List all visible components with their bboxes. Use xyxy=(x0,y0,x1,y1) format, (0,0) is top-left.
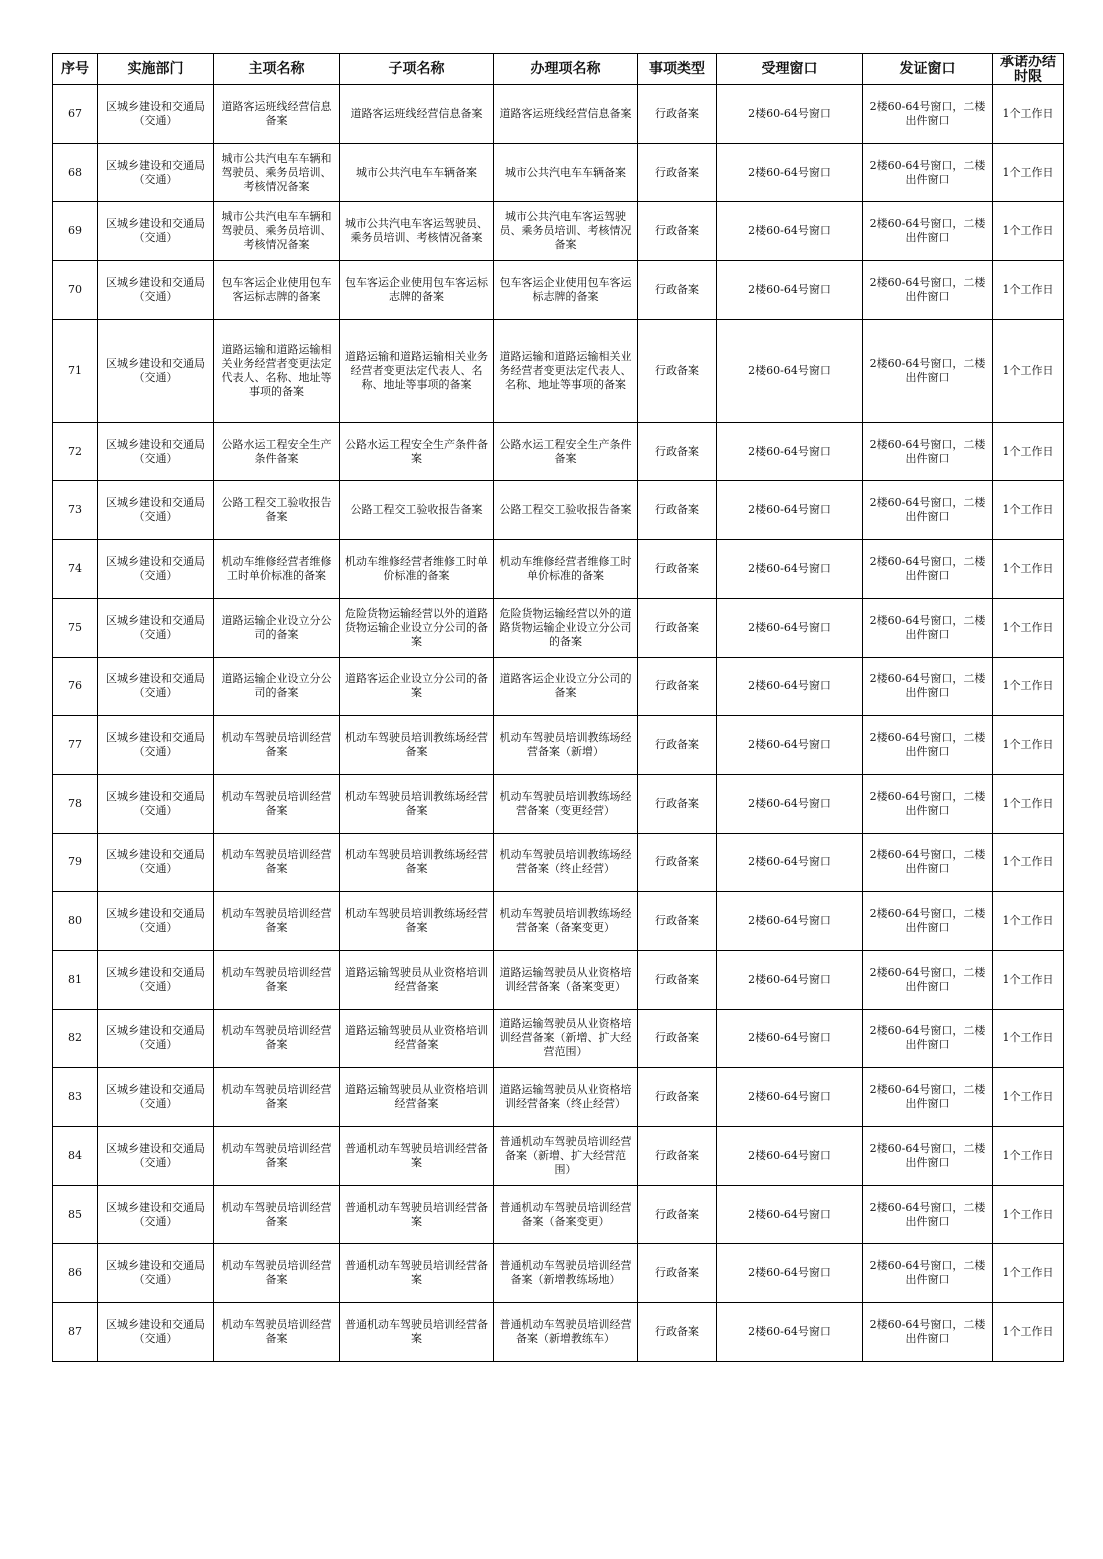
cell-time-limit: 1个工作日 xyxy=(993,657,1064,716)
cell-time-limit: 1个工作日 xyxy=(993,716,1064,775)
cell-accept-window: 2楼60-64号窗口 xyxy=(717,1303,863,1362)
cell-dept: 区城乡建设和交通局（交通） xyxy=(98,481,214,540)
cell-dept: 区城乡建设和交通局（交通） xyxy=(98,598,214,657)
cell-no: 82 xyxy=(53,1009,98,1068)
cell-issue-window: 2楼60-64号窗口，二楼出件窗口 xyxy=(863,422,993,481)
cell-no: 83 xyxy=(53,1068,98,1127)
cell-handling-item: 危险货物运输经营以外的道路货物运输企业设立分公司的备案 xyxy=(494,598,638,657)
cell-item-type: 行政备案 xyxy=(638,319,717,422)
cell-accept-window: 2楼60-64号窗口 xyxy=(717,481,863,540)
cell-time-limit: 1个工作日 xyxy=(993,261,1064,320)
cell-time-limit: 1个工作日 xyxy=(993,892,1064,951)
table-row xyxy=(53,422,1064,481)
cell-no: 81 xyxy=(53,950,98,1009)
cell-no: 79 xyxy=(53,833,98,892)
cell-dept: 区城乡建设和交通局（交通） xyxy=(98,319,214,422)
cell-sub-item: 普通机动车驾驶员培训经营备案 xyxy=(340,1185,494,1244)
table-row xyxy=(53,319,1064,422)
cell-issue-window: 2楼60-64号窗口，二楼出件窗口 xyxy=(863,774,993,833)
cell-time-limit: 1个工作日 xyxy=(993,540,1064,599)
cell-time-limit: 1个工作日 xyxy=(993,1068,1064,1127)
table-row xyxy=(53,774,1064,833)
cell-item-type: 行政备案 xyxy=(638,950,717,1009)
header-item-type: 事项类型 xyxy=(638,54,717,85)
cell-time-limit: 1个工作日 xyxy=(993,1185,1064,1244)
cell-dept: 区城乡建设和交通局（交通） xyxy=(98,892,214,951)
cell-main-item: 机动车驾驶员培训经营备案 xyxy=(214,1127,340,1186)
cell-dept: 区城乡建设和交通局（交通） xyxy=(98,422,214,481)
cell-dept: 区城乡建设和交通局（交通） xyxy=(98,143,214,202)
cell-handling-item: 普通机动车驾驶员培训经营备案（新增教练车） xyxy=(494,1303,638,1362)
cell-time-limit: 1个工作日 xyxy=(993,143,1064,202)
cell-no: 77 xyxy=(53,716,98,775)
cell-time-limit: 1个工作日 xyxy=(993,774,1064,833)
cell-dept: 区城乡建设和交通局（交通） xyxy=(98,85,214,144)
table-row xyxy=(53,1244,1064,1303)
cell-issue-window: 2楼60-64号窗口，二楼出件窗口 xyxy=(863,892,993,951)
cell-issue-window: 2楼60-64号窗口，二楼出件窗口 xyxy=(863,833,993,892)
cell-main-item: 道路运输企业设立分公司的备案 xyxy=(214,657,340,716)
table-row xyxy=(53,1068,1064,1127)
cell-dept: 区城乡建设和交通局（交通） xyxy=(98,774,214,833)
cell-sub-item: 道路客运企业设立分公司的备案 xyxy=(340,657,494,716)
cell-item-type: 行政备案 xyxy=(638,540,717,599)
cell-item-type: 行政备案 xyxy=(638,1244,717,1303)
cell-dept: 区城乡建设和交通局（交通） xyxy=(98,261,214,320)
cell-item-type: 行政备案 xyxy=(638,1127,717,1186)
cell-handling-item: 机动车驾驶员培训教练场经营备案（终止经营） xyxy=(494,833,638,892)
cell-handling-item: 机动车驾驶员培训教练场经营备案（变更经营） xyxy=(494,774,638,833)
cell-accept-window: 2楼60-64号窗口 xyxy=(717,598,863,657)
cell-accept-window: 2楼60-64号窗口 xyxy=(717,833,863,892)
cell-accept-window: 2楼60-64号窗口 xyxy=(717,319,863,422)
cell-sub-item: 普通机动车驾驶员培训经营备案 xyxy=(340,1244,494,1303)
cell-item-type: 行政备案 xyxy=(638,657,717,716)
cell-issue-window: 2楼60-64号窗口，二楼出件窗口 xyxy=(863,1009,993,1068)
cell-main-item: 机动车驾驶员培训经营备案 xyxy=(214,1303,340,1362)
cell-issue-window: 2楼60-64号窗口，二楼出件窗口 xyxy=(863,1068,993,1127)
cell-main-item: 城市公共汽电车车辆和驾驶员、乘务员培训、考核情况备案 xyxy=(214,202,340,261)
cell-accept-window: 2楼60-64号窗口 xyxy=(717,422,863,481)
cell-issue-window: 2楼60-64号窗口，二楼出件窗口 xyxy=(863,716,993,775)
cell-main-item: 城市公共汽电车车辆和驾驶员、乘务员培训、考核情况备案 xyxy=(214,143,340,202)
cell-handling-item: 机动车驾驶员培训教练场经营备案（新增） xyxy=(494,716,638,775)
cell-no: 67 xyxy=(53,85,98,144)
cell-dept: 区城乡建设和交通局（交通） xyxy=(98,1244,214,1303)
cell-no: 78 xyxy=(53,774,98,833)
cell-accept-window: 2楼60-64号窗口 xyxy=(717,202,863,261)
cell-item-type: 行政备案 xyxy=(638,202,717,261)
cell-issue-window: 2楼60-64号窗口，二楼出件窗口 xyxy=(863,1185,993,1244)
cell-handling-item: 城市公共汽电车车辆备案 xyxy=(494,143,638,202)
cell-dept: 区城乡建设和交通局（交通） xyxy=(98,1185,214,1244)
cell-no: 72 xyxy=(53,422,98,481)
cell-main-item: 机动车驾驶员培训经营备案 xyxy=(214,1185,340,1244)
cell-issue-window: 2楼60-64号窗口，二楼出件窗口 xyxy=(863,598,993,657)
cell-sub-item: 道路运输驾驶员从业资格培训经营备案 xyxy=(340,1009,494,1068)
cell-sub-item: 机动车维修经营者维修工时单价标准的备案 xyxy=(340,540,494,599)
cell-sub-item: 机动车驾驶员培训教练场经营备案 xyxy=(340,716,494,775)
cell-time-limit: 1个工作日 xyxy=(993,1127,1064,1186)
cell-sub-item: 机动车驾驶员培训教练场经营备案 xyxy=(340,892,494,951)
cell-sub-item: 城市公共汽电车车辆备案 xyxy=(340,143,494,202)
table-row xyxy=(53,261,1064,320)
table-row xyxy=(53,481,1064,540)
cell-main-item: 机动车驾驶员培训经营备案 xyxy=(214,716,340,775)
header-sub-item: 子项名称 xyxy=(340,54,494,85)
cell-issue-window: 2楼60-64号窗口，二楼出件窗口 xyxy=(863,319,993,422)
cell-main-item: 机动车驾驶员培训经营备案 xyxy=(214,892,340,951)
cell-handling-item: 道路客运班线经营信息备案 xyxy=(494,85,638,144)
table-row xyxy=(53,657,1064,716)
cell-sub-item: 道路运输驾驶员从业资格培训经营备案 xyxy=(340,950,494,1009)
cell-issue-window: 2楼60-64号窗口，二楼出件窗口 xyxy=(863,1127,993,1186)
cell-issue-window: 2楼60-64号窗口，二楼出件窗口 xyxy=(863,202,993,261)
cell-dept: 区城乡建设和交通局（交通） xyxy=(98,1068,214,1127)
cell-accept-window: 2楼60-64号窗口 xyxy=(717,261,863,320)
cell-sub-item: 公路水运工程安全生产条件备案 xyxy=(340,422,494,481)
cell-no: 87 xyxy=(53,1303,98,1362)
table-header-row xyxy=(53,54,1064,85)
cell-dept: 区城乡建设和交通局（交通） xyxy=(98,1303,214,1362)
cell-accept-window: 2楼60-64号窗口 xyxy=(717,950,863,1009)
cell-main-item: 包车客运企业使用包车客运标志牌的备案 xyxy=(214,261,340,320)
cell-handling-item: 普通机动车驾驶员培训经营备案（备案变更） xyxy=(494,1185,638,1244)
table-row xyxy=(53,892,1064,951)
cell-issue-window: 2楼60-64号窗口，二楼出件窗口 xyxy=(863,540,993,599)
cell-handling-item: 道路客运企业设立分公司的备案 xyxy=(494,657,638,716)
cell-dept: 区城乡建设和交通局（交通） xyxy=(98,716,214,775)
cell-sub-item: 普通机动车驾驶员培训经营备案 xyxy=(340,1303,494,1362)
table-row xyxy=(53,1185,1064,1244)
cell-sub-item: 城市公共汽电车客运驾驶员、乘务员培训、考核情况备案 xyxy=(340,202,494,261)
cell-handling-item: 公路工程交工验收报告备案 xyxy=(494,481,638,540)
cell-item-type: 行政备案 xyxy=(638,143,717,202)
cell-handling-item: 道路运输驾驶员从业资格培训经营备案（终止经营） xyxy=(494,1068,638,1127)
table-row xyxy=(53,202,1064,261)
table-row xyxy=(53,1303,1064,1362)
cell-dept: 区城乡建设和交通局（交通） xyxy=(98,1127,214,1186)
cell-issue-window: 2楼60-64号窗口，二楼出件窗口 xyxy=(863,657,993,716)
table-row xyxy=(53,1009,1064,1068)
cell-no: 69 xyxy=(53,202,98,261)
cell-time-limit: 1个工作日 xyxy=(993,833,1064,892)
table-row xyxy=(53,716,1064,775)
cell-dept: 区城乡建设和交通局（交通） xyxy=(98,540,214,599)
cell-item-type: 行政备案 xyxy=(638,1303,717,1362)
cell-issue-window: 2楼60-64号窗口，二楼出件窗口 xyxy=(863,261,993,320)
cell-sub-item: 道路客运班线经营信息备案 xyxy=(340,85,494,144)
cell-time-limit: 1个工作日 xyxy=(993,481,1064,540)
cell-time-limit: 1个工作日 xyxy=(993,598,1064,657)
cell-item-type: 行政备案 xyxy=(638,481,717,540)
cell-main-item: 机动车驾驶员培训经营备案 xyxy=(214,833,340,892)
cell-sub-item: 道路运输和道路运输相关业务经营者变更法定代表人、名称、地址等事项的备案 xyxy=(340,319,494,422)
cell-no: 68 xyxy=(53,143,98,202)
cell-time-limit: 1个工作日 xyxy=(993,950,1064,1009)
cell-main-item: 机动车驾驶员培训经营备案 xyxy=(214,1009,340,1068)
cell-sub-item: 道路运输驾驶员从业资格培训经营备案 xyxy=(340,1068,494,1127)
cell-item-type: 行政备案 xyxy=(638,774,717,833)
cell-accept-window: 2楼60-64号窗口 xyxy=(717,657,863,716)
cell-dept: 区城乡建设和交通局（交通） xyxy=(98,202,214,261)
cell-no: 73 xyxy=(53,481,98,540)
cell-item-type: 行政备案 xyxy=(638,1185,717,1244)
cell-dept: 区城乡建设和交通局（交通） xyxy=(98,657,214,716)
cell-main-item: 机动车驾驶员培训经营备案 xyxy=(214,1068,340,1127)
cell-item-type: 行政备案 xyxy=(638,598,717,657)
cell-item-type: 行政备案 xyxy=(638,1068,717,1127)
cell-main-item: 公路水运工程安全生产条件备案 xyxy=(214,422,340,481)
table-row xyxy=(53,833,1064,892)
cell-item-type: 行政备案 xyxy=(638,833,717,892)
cell-dept: 区城乡建设和交通局（交通） xyxy=(98,950,214,1009)
cell-main-item: 机动车驾驶员培训经营备案 xyxy=(214,950,340,1009)
cell-accept-window: 2楼60-64号窗口 xyxy=(717,1009,863,1068)
cell-accept-window: 2楼60-64号窗口 xyxy=(717,143,863,202)
cell-issue-window: 2楼60-64号窗口，二楼出件窗口 xyxy=(863,1244,993,1303)
cell-accept-window: 2楼60-64号窗口 xyxy=(717,1244,863,1303)
header-main-item: 主项名称 xyxy=(214,54,340,85)
cell-handling-item: 包车客运企业使用包车客运标志牌的备案 xyxy=(494,261,638,320)
cell-item-type: 行政备案 xyxy=(638,422,717,481)
cell-handling-item: 道路运输驾驶员从业资格培训经营备案（备案变更） xyxy=(494,950,638,1009)
cell-time-limit: 1个工作日 xyxy=(993,1303,1064,1362)
service-items-table xyxy=(52,53,1064,1362)
table-row xyxy=(53,540,1064,599)
cell-accept-window: 2楼60-64号窗口 xyxy=(717,774,863,833)
header-issue-window: 发证窗口 xyxy=(863,54,993,85)
cell-handling-item: 机动车驾驶员培训教练场经营备案（备案变更） xyxy=(494,892,638,951)
cell-main-item: 公路工程交工验收报告备案 xyxy=(214,481,340,540)
cell-time-limit: 1个工作日 xyxy=(993,422,1064,481)
cell-time-limit: 1个工作日 xyxy=(993,202,1064,261)
cell-dept: 区城乡建设和交通局（交通） xyxy=(98,1009,214,1068)
cell-accept-window: 2楼60-64号窗口 xyxy=(717,1127,863,1186)
cell-sub-item: 包车客运企业使用包车客运标志牌的备案 xyxy=(340,261,494,320)
cell-issue-window: 2楼60-64号窗口，二楼出件窗口 xyxy=(863,143,993,202)
cell-issue-window: 2楼60-64号窗口，二楼出件窗口 xyxy=(863,85,993,144)
cell-no: 85 xyxy=(53,1185,98,1244)
cell-handling-item: 城市公共汽电车客运驾驶员、乘务员培训、考核情况备案 xyxy=(494,202,638,261)
cell-item-type: 行政备案 xyxy=(638,85,717,144)
table-row xyxy=(53,950,1064,1009)
cell-no: 71 xyxy=(53,319,98,422)
cell-no: 75 xyxy=(53,598,98,657)
cell-sub-item: 机动车驾驶员培训教练场经营备案 xyxy=(340,833,494,892)
cell-item-type: 行政备案 xyxy=(638,1009,717,1068)
cell-sub-item: 公路工程交工验收报告备案 xyxy=(340,481,494,540)
table-row xyxy=(53,85,1064,144)
cell-accept-window: 2楼60-64号窗口 xyxy=(717,85,863,144)
header-time-limit xyxy=(993,54,1064,85)
table-row xyxy=(53,143,1064,202)
cell-sub-item: 普通机动车驾驶员培训经营备案 xyxy=(340,1127,494,1186)
cell-item-type: 行政备案 xyxy=(638,716,717,775)
cell-main-item: 道路运输企业设立分公司的备案 xyxy=(214,598,340,657)
header-accept-window: 受理窗口 xyxy=(717,54,863,85)
cell-no: 84 xyxy=(53,1127,98,1186)
cell-issue-window: 2楼60-64号窗口，二楼出件窗口 xyxy=(863,1303,993,1362)
table-row xyxy=(53,598,1064,657)
cell-main-item: 道路运输和道路运输相关业务经营者变更法定代表人、名称、地址等事项的备案 xyxy=(214,319,340,422)
cell-dept: 区城乡建设和交通局（交通） xyxy=(98,833,214,892)
cell-time-limit: 1个工作日 xyxy=(993,319,1064,422)
cell-item-type: 行政备案 xyxy=(638,261,717,320)
cell-item-type: 行政备案 xyxy=(638,892,717,951)
cell-handling-item: 普通机动车驾驶员培训经营备案（新增教练场地） xyxy=(494,1244,638,1303)
cell-sub-item: 机动车驾驶员培训教练场经营备案 xyxy=(340,774,494,833)
cell-handling-item: 机动车维修经营者维修工时单价标准的备案 xyxy=(494,540,638,599)
cell-handling-item: 公路水运工程安全生产条件备案 xyxy=(494,422,638,481)
cell-main-item: 机动车驾驶员培训经营备案 xyxy=(214,1244,340,1303)
cell-accept-window: 2楼60-64号窗口 xyxy=(717,540,863,599)
header-time-limit-text: 承诺办结时限 xyxy=(1000,55,1056,83)
cell-issue-window: 2楼60-64号窗口，二楼出件窗口 xyxy=(863,950,993,1009)
cell-no: 86 xyxy=(53,1244,98,1303)
cell-accept-window: 2楼60-64号窗口 xyxy=(717,1068,863,1127)
cell-no: 76 xyxy=(53,657,98,716)
cell-handling-item: 道路运输和道路运输相关业务经营者变更法定代表人、名称、地址等事项的备案 xyxy=(494,319,638,422)
cell-handling-item: 普通机动车驾驶员培训经营备案（新增、扩大经营范围） xyxy=(494,1127,638,1186)
cell-issue-window: 2楼60-64号窗口，二楼出件窗口 xyxy=(863,481,993,540)
cell-no: 80 xyxy=(53,892,98,951)
header-dept: 实施部门 xyxy=(98,54,214,85)
cell-main-item: 道路客运班线经营信息备案 xyxy=(214,85,340,144)
cell-no: 70 xyxy=(53,261,98,320)
cell-no: 74 xyxy=(53,540,98,599)
cell-time-limit: 1个工作日 xyxy=(993,85,1064,144)
table-row xyxy=(53,1127,1064,1186)
cell-handling-item: 道路运输驾驶员从业资格培训经营备案（新增、扩大经营范围） xyxy=(494,1009,638,1068)
header-handling-item: 办理项名称 xyxy=(494,54,638,85)
cell-time-limit: 1个工作日 xyxy=(993,1244,1064,1303)
cell-sub-item: 危险货物运输经营以外的道路货物运输企业设立分公司的备案 xyxy=(340,598,494,657)
cell-main-item: 机动车驾驶员培训经营备案 xyxy=(214,774,340,833)
cell-main-item: 机动车维修经营者维修工时单价标准的备案 xyxy=(214,540,340,599)
cell-accept-window: 2楼60-64号窗口 xyxy=(717,1185,863,1244)
cell-time-limit: 1个工作日 xyxy=(993,1009,1064,1068)
cell-accept-window: 2楼60-64号窗口 xyxy=(717,716,863,775)
header-no: 序号 xyxy=(53,54,98,85)
cell-accept-window: 2楼60-64号窗口 xyxy=(717,892,863,951)
